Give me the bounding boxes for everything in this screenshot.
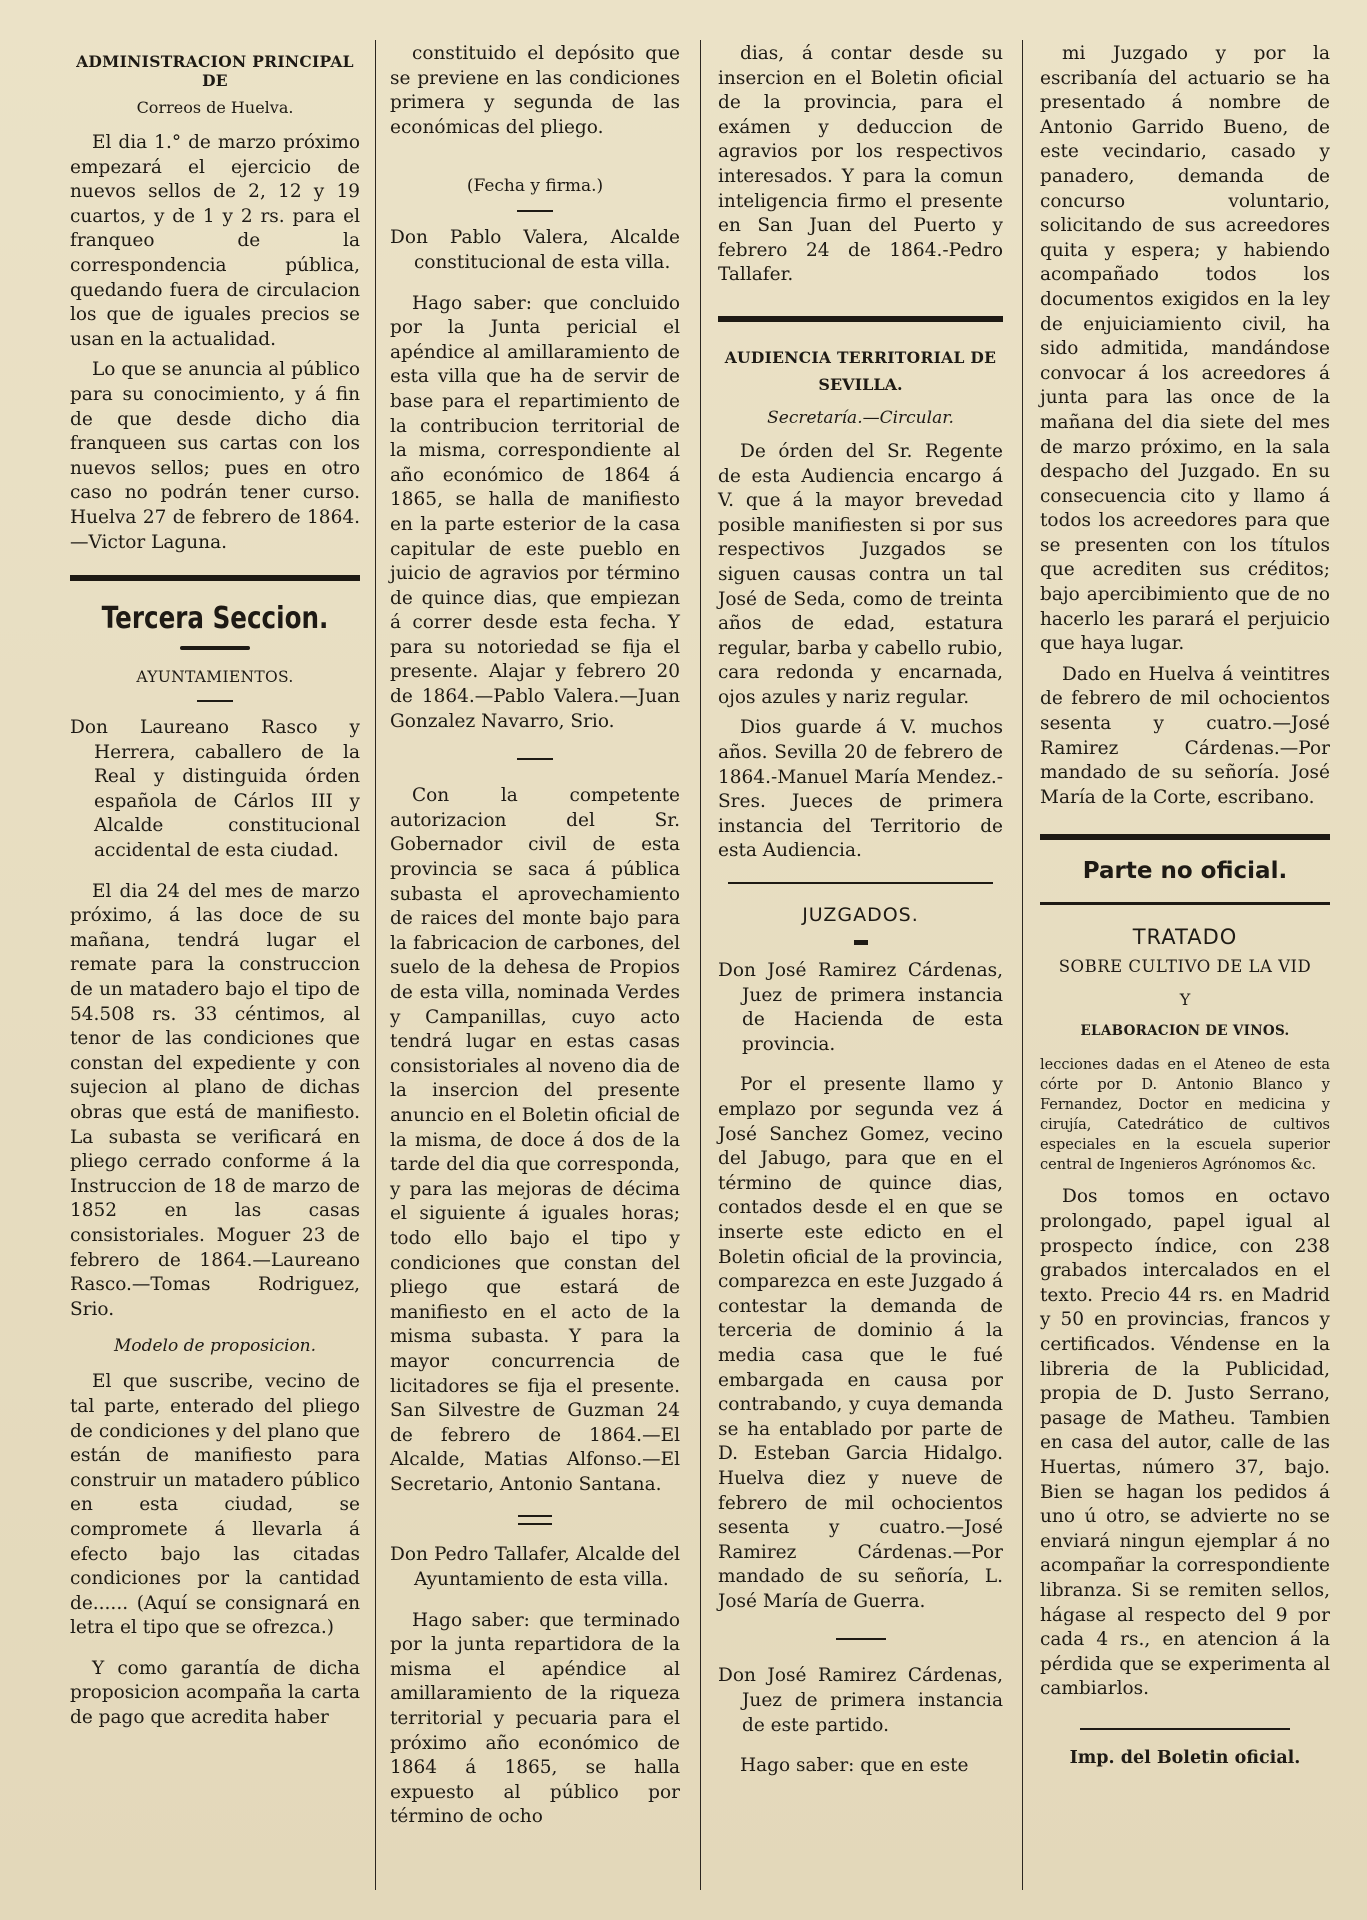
column-rule — [1022, 40, 1023, 1890]
heading-ayuntamientos: AYUNTAMIENTOS. — [136, 668, 294, 687]
divider — [197, 700, 233, 702]
paragraph: Hago saber: que terminado por la junta repartidora de la misma el apéndice al amillaramiento de la riqueza territorial y pecuaria para el próximo año económico de 1864 á 1865, se halla expuesto al público por término de ocho — [390, 1609, 680, 1828]
section-rule — [728, 882, 993, 884]
paragraph-lecciones: lecciones dadas en el Ateneo de esta córte por D. Antonio Blanco y Fernandez, Doctor en medicina y cirujía, Catedrático de cultivos especiales en la escuela superior central de Ingenieros Agrónomos &c. — [1040, 1057, 1330, 1174]
paragraph: El dia 24 del mes de marzo próximo, á las doce de su mañana, tendrá lugar el remate para la construccion de un matadero bajo el tipo de 54.508 rs. 33 céntimos, al tenor de las condiciones que constan del expediente y con sujecion al plano de dichas obras que está de manifiesto. La subasta se verificará en pliego cerrado conforme á la Instruccion de 18 de marzo de 1852 en las casas consistoriales. Moguer 23 de febrero de 1864.—Laureano Rasco.—Tomas Rodriguez, Srio. — [70, 880, 360, 1320]
paragraph: mi Juzgado y por la escribanía del actuario se ha presentado á nombre de Antonio Garrido Bueno, de este vecindario, casado y panadero, demanda de concurso voluntario, solicitando de sus acreedores quita y espera; y habiendo acompañado todos los documentos exigidos en la ley de enjuiciamiento civil, ha sido admitida, mandándose convocar á los acreedores á junta para las once de la mañana del dia siete del mes de marzo próximo, en la sala despacho del Juzgado. En su consecuencia cito y llamo á todos los acreedores para que se presenten con los títulos que acrediten sus créditos; bajo apercibimiento que de no hacerlo les parará el perjuicio que haya lugar. — [1040, 43, 1330, 655]
paragraph: El dia 1.° de marzo próximo empezará el ejercicio de nuevos sellos de 2, 12 y 19 cuartos, y de 1 y 2 rs. para el franqueo de la correspondencia pública, quedando fuera de circulacion los que de iguales precios se usan en la actualidad. — [70, 132, 360, 350]
divider — [836, 1638, 886, 1640]
ornament-divider — [180, 646, 250, 650]
heading-juzgados: JUZGADOS. — [802, 904, 919, 927]
paragraph: dias, á contar desde su insercion en el Boletin oficial de la provincia, para el exámen y deduccion de agravios por los respectivos interesados. Y para la comun inteligencia firmo el presente en San Juan del Puerto y febrero 24 de 1864.-Pedro Tallafer. — [718, 43, 1003, 286]
paragraph: Con la competente autorizacion del Sr. Gobernador civil de esta provincia se saca á pública subasta el aprovechamiento de raices del monte bajo para la fabricacion de carbones, del suelo de la dehesa de Propios de esta villa, nominada Verdes y Campanillas, cuyo acto tendrá lugar en estas casas consistoriales al noveno dia de la insercion del presente anuncio en el Boletin oficial de la misma, de doce á dos de la tarde del dia que corresponda, y para las mejoras de décima el siguiente á iguales horas; todo ello bajo el tipo y condiciones que constan del pliego que estará de manifiesto en el acto de la misma subasta. Y para la mayor concurrencia de licitadores se fija el presente. San Silvestre de Guzman 24 de febrero de 1864.—El Alcalde, Matias Alfonso.—El Secretario, Antonio Santana. — [390, 785, 680, 1495]
paragraph: Dado en Huelva á veintitres de febrero de mil ochocientos sesenta y cuatro.—José Ramirez Cárdenas.—Por mandado de su señoría. José María de la Corte, escribano. — [1040, 663, 1330, 808]
fecha-firma: (Fecha y firma.) — [466, 176, 604, 197]
section-rule — [718, 316, 1003, 322]
divider — [517, 210, 553, 212]
divider — [517, 758, 553, 760]
column-1 — [70, 42, 360, 1737]
paragraph: Don Pablo Valera, Alcalde constitucional de esta villa. — [390, 227, 680, 273]
subheading-elaboracion: ELABORACION DE VINOS. — [1080, 1023, 1290, 1040]
section-rule — [70, 575, 360, 581]
section-rule — [1040, 902, 1330, 905]
paragraph: Hago saber: que concluido por la Junta pericial el apéndice al amillaramiento de esta villa que ha de servir de base para el repartimiento de la contribucion territorial de la misma, correspondiente al año económico de 1864 á 1865, se halla de manifiesto en la parte esterior de la casa capitular de este pueblo en juicio de agravios por término de quince dias, que empiezan á correr desde esta fecha. Y para su notoriedad se fija el presente. Alajar y febrero 20 de 1864.—Pablo Valera.—Juan Gonzalez Navarro, Srio. — [390, 292, 680, 732]
heading-secretaria: Secretaría.—Circular. — [767, 407, 954, 428]
column-3 — [718, 42, 1003, 1785]
column-4 — [1040, 42, 1330, 1768]
subheading-correos: Correos de Huelva. — [136, 98, 294, 117]
heading-audiencia: AUDIENCIA TERRITORIAL DE — [724, 347, 997, 367]
paragraph: Lo que se anuncia al público para su conocimiento, y á fin de que desde dicho dia franqueen sus cartas con los nuevos sellos; pues en otro caso no podrán tener curso. Huelva 27 de febrero de 1864. —Victor Laguna. — [70, 359, 360, 553]
heading-modelo: Modelo de proposicion. — [113, 1336, 317, 1357]
paragraph: constituido el depósito que se previene en las condiciones primera y segunda de las económicas del pliego. — [390, 43, 680, 138]
section-title: Tercera Seccion. — [101, 601, 329, 637]
section-rule — [1040, 834, 1330, 840]
heading-administracion: ADMINISTRACION PRINCIPAL DE — [76, 52, 354, 90]
paragraph: Dos tomos en octavo prolongado, papel igual al prospecto índice, con 238 grabados intercalados en el texto. Precio 44 rs. en Madrid y 50 en provincias, francos y certificados. Véndense en la libreria de la Publicidad, propia de D. Justo Serrano, pasage de Matheu. Tambien en casa del autor, calle de las Huertas, número 37, bajo. Bien se hagan los pedidos á uno ú otro, se advierte no se enviará ningun ejemplar á no acompañar la correspondiente libranza. Si se remiten sellos, hágase al respecto del 9 por cada 4 rs., en atencion á la pérdida que se experimenta al cambiarlos. — [1040, 1186, 1330, 1700]
column-rule — [375, 40, 376, 1890]
paragraph: Don Pedro Tallafer, Alcalde del Ayuntamiento de esta villa. — [390, 1544, 680, 1591]
heading-parte-no-oficial: Parte no oficial. — [1082, 858, 1288, 885]
paragraph: Hago saber: que en este — [740, 1755, 969, 1777]
paragraph: Don Laureano Rasco y Herrera, caballero de la Real y distinguida órden española de Cárlos III y Alcalde constitucional accidental de esta ciudad. — [70, 717, 360, 862]
subheading-y: Y — [1179, 990, 1191, 1010]
column-2 — [390, 42, 680, 1836]
paragraph: Don José Ramirez Cárdenas, Juez de primera instancia de este partido. — [718, 1665, 1003, 1736]
paragraph: Dios guarde á V. muchos años. Sevilla 20 de febrero de 1864.-Manuel María Mendez.-Sres. Jueces de primera instancia del Territorio de esta Audiencia. — [718, 717, 1003, 862]
paragraph: Don José Ramirez Cárdenas, Juez de primera instancia de Hacienda de esta provincia. — [718, 960, 1003, 1055]
paragraph: Por el presente llamo y emplazo por segunda vez á José Sanchez Gomez, vecino del Jabugo, para que en el término de quince dias, contados desde el en que se inserte este edicto en el Boletin oficial de la provincia, comparezca en este Juzgado á contestar la demanda de terceria de dominio á la media casa que le fué embargada en causa por contrabando, y cuya demanda se ha entablado por parte de D. Esteban Garcia Hidalgo. Huelva diez y nueve de febrero de mil ochocientos sesenta y cuatro.—José Ramirez Cárdenas.—Por mandado de su señoría, L. José María de Guerra. — [718, 1074, 1003, 1612]
column-rule — [700, 40, 701, 1890]
paragraph: Y como garantía de dicha proposicion acompaña la carta de pago que acredita haber — [70, 1657, 360, 1729]
imprint: Imp. del Boletin oficial. — [1069, 1747, 1301, 1768]
divider — [854, 940, 868, 945]
paragraph: El que suscribe, vecino de tal parte, enterado del pliego de condiciones y del plano que están de manifiesto para construir un matadero público en esta ciudad, se compromete á llevarla á efecto bajo las citadas condiciones por la cantidad de...... (Aquí se consignará en letra el tipo que se ofrezca.) — [70, 1371, 360, 1639]
paragraph: De órden del Sr. Regente de esta Audiencia encargo á V. que á la mayor brevedad posible manifiesten si por sus respectivos Juzgados se siguen causas contra un tal José de Seda, como de treinta años de edad, estatura regular, barba y cabello rubio, cara redonda y encarnada, ojos azules y nariz regular. — [718, 440, 1003, 708]
divider — [518, 1515, 552, 1525]
section-rule — [1080, 1728, 1290, 1730]
subheading-cultivo: SOBRE CULTIVO DE LA VID — [1058, 957, 1312, 977]
heading-tratado: TRATADO — [1132, 925, 1238, 950]
heading-sevilla: SEVILLA. — [818, 374, 903, 394]
